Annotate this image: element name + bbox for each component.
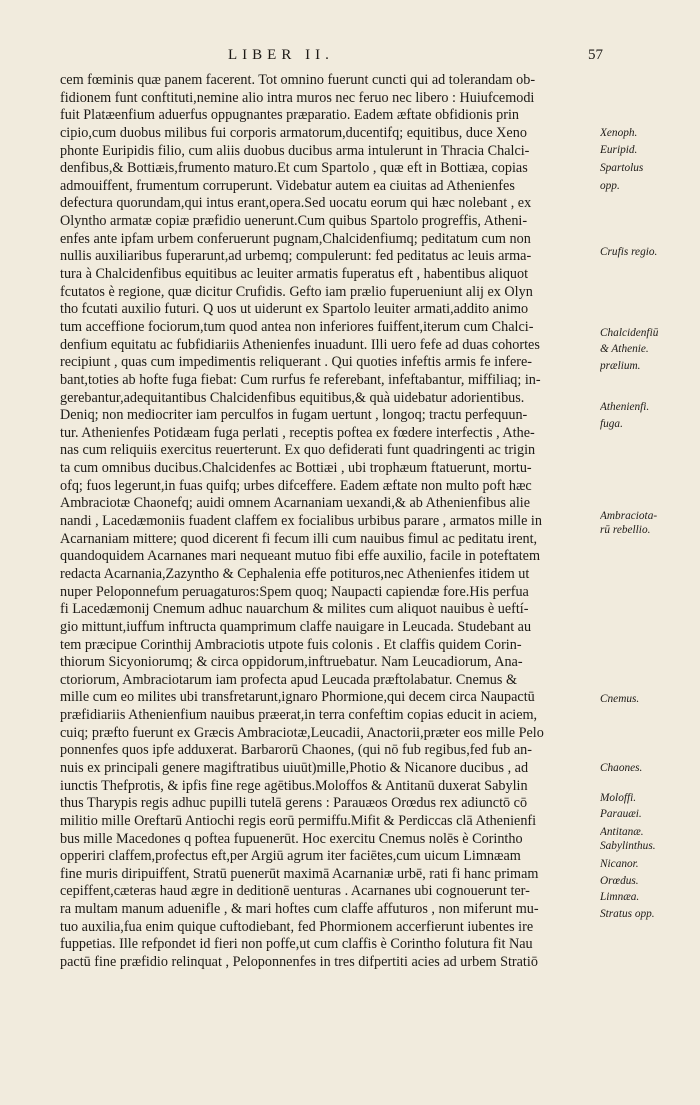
text-line: tum acceffione fociorum,tum quod antea non inferiores fuiffent,iterum cum Chalci- <box>60 318 534 335</box>
text-line: fidionem funt conftituti,nemine alio intra muros nec feruo nec libero : Huiufcemodi <box>60 89 535 106</box>
text-line: phonte Euripidis filio, cum aliis duobus ducibus arma intulerunt in Thracia Chalci- <box>60 142 530 159</box>
text-line: redacta Acarnania,Zazyntho & Cephalenia effe potituros,nec Athenienfes itidem ut <box>60 565 530 582</box>
text-line: tur. Athenienfes Potidæam fuga perlati , receptis poftea ex fœdere interfectis , Athe- <box>60 424 535 441</box>
text-line: ponnenfes quos ipfe adduxerat. Barbarorū Chaones, (qui nō fub regibus,fed fub an- <box>60 742 532 759</box>
margin-note: Ambraciota- <box>600 510 658 522</box>
main-text-block <box>60 72 598 972</box>
margin-note: Xenoph. <box>600 127 638 139</box>
text-line: bant,toties ab hofte fuga fiebat: Cum rurfus fe referebant, infeftabantur, miffiliaq; in- <box>60 371 541 388</box>
margin-note: Chalcidenfiū <box>600 327 659 339</box>
margin-note: Stratus opp. <box>600 908 655 920</box>
margin-note: Cnemus. <box>600 693 640 705</box>
margin-note: Orœdus. <box>600 875 639 887</box>
running-head: LIBER II. <box>228 47 334 63</box>
text-line: ctoriorum, Ambraciotarum iam profecta apud Leucada præftolabatur. Cnemus & <box>60 671 518 688</box>
text-line: iunctis Thefprotis, & ipfis fine rege agētibus.Moloffos & Antitanū duxerat Sabylin <box>60 777 528 794</box>
text-line: Deniq; non mediocriter iam perculfos in fugam uertunt , longoq; tractu perfequun- <box>60 407 528 424</box>
text-line: tho fcutati auxilio futuri. Q uos ut uiderunt ex Spartolo leuiter armati,addito animo <box>60 301 529 318</box>
text-line: nas cum reliquiis exercitus reuerterunt. Ex quo defiderati funt quadringenti ac trigin <box>60 442 536 459</box>
text-line: fuit Platæenfium aduerfus oppugnantes præparatio. Eadem æftate obfidionis prin <box>60 107 520 124</box>
text-line: fuppetias. Ille refpondet id fieri non poffe,ut cum claffis è Corintho folutura fit Nau <box>60 936 533 953</box>
margin-note: Chaones. <box>600 762 643 774</box>
margin-note: fuga. <box>600 418 623 430</box>
text-line: defectura quorundam,qui intus erant,opera.Sed uocatu eorum qui hæc nolebant , ex <box>60 195 532 212</box>
margin-note: & Athenie. <box>600 343 649 355</box>
text-line: Olyntho armatæ copiæ præfidio uenerunt.Cum quibus Spartolo progreffis, Atheni- <box>60 213 528 230</box>
text-line: quandoquidem Acarnanes mari nequeant mutuo fibi effe auxilio, facile in poteftatem <box>60 548 540 565</box>
margin-note: Sabylinthus. <box>600 840 656 852</box>
margin-note: Euripid. <box>600 144 638 156</box>
text-line: thiorum Sicyoniorumq; & circa oppidorum,inftruebatur. Nam Leucadiorum, Ana- <box>60 654 523 671</box>
text-line: tem præcipue Corinthij Ambraciotis utpote fuis colonis . Et claffis quidem Corin- <box>60 636 522 653</box>
margin-note: opp. <box>600 180 620 192</box>
page-number: 57 <box>588 47 603 63</box>
margin-note: Moloffi. <box>600 792 637 804</box>
text-line: denfium equitatu ac fubfidiariis Athenienfes inuadunt. Illi uero fefe ad duas cohortes <box>60 336 540 353</box>
text-line: Acarnaniam mittere; quod dicerent fi fecum illi cum nauibus fimul ac peditatu irent, <box>60 530 538 547</box>
text-line: gerebantur,adequitantibus Chalcidenfibus equitibus,& quà uidebatur adorientibus. <box>60 389 525 406</box>
margin-note: Athenienfi. <box>600 401 650 413</box>
margin-note: Crufis regio. <box>600 246 658 258</box>
text-line: enfes ante ipfam urbem conferuerunt pugnam,Chalcidenfiumq; peditatum cum non <box>60 230 531 247</box>
text-line: gio mittunt,iuffum inftructa quamprimum claffe nauigare in Leucada. Studebant au <box>60 618 532 635</box>
margin-note: Spartolus <box>600 162 644 174</box>
text-line: nuis ex principali genere magiftratibus uiuūt)mille,Photio & Nicanore ducibus , ad <box>60 759 529 776</box>
text-line: fi Lacedæmonij Cnemum adhuc nauarchum & milites cum aliquot nauibus è ueftí- <box>60 601 529 618</box>
text-line: pactū fine præfidio relinquat , Peloponnenfes in tres difpertiti acies ad urbem Stratiō <box>60 954 538 971</box>
text-line: cuiq; præfto fuerunt ex Græcis Ambraciotæ,Leucadii, Anactorii,præter eos mille Pelo <box>60 724 544 741</box>
text-line: cem fœminis quæ panem facerent. Tot omnino fuerunt cuncti qui ad tolerandam ob- <box>60 72 536 88</box>
text-line: tuo auxilia,fua enim quique cuftodiebant, fed Phormionem accerfierunt iubentes ire <box>60 918 534 935</box>
page-header <box>0 45 700 71</box>
margin-note: rū rebellio. <box>600 524 651 536</box>
margin-note: Limnæa. <box>600 891 640 903</box>
text-line: nuper Peloponnefum peruagaturos:Spem quoq; Naupacti capiendæ fore.His perfua <box>60 583 529 600</box>
text-line: denfibus,& Bottiæis,frumento maturo.Et cum Spartolo , quæ eft in Bottiæa, copias <box>60 160 528 177</box>
text-line: tura à Chalcidenfibus equitibus ac leuiter armatis fuperatus eft , habentibus aliquot <box>60 266 529 283</box>
text-line: nandi , Lacedæmoniis fuadent claffem ex focialibus urbibus parare , armatos mille in <box>60 513 542 530</box>
text-line: Ambraciotæ Chaonefq; auidi omnem Acarnaniam uexandi,& ab Athenienfibus alie <box>60 495 531 512</box>
text-line: cipio,cum duobus milibus fui corporis armatorum,ducentifq; equitibus, duce Xeno <box>60 124 527 141</box>
text-line: mille cum eo milites ubi transfretarunt,ignaro Phormione,qui decem circa Naupactū <box>60 689 535 706</box>
margin-note: prælium. <box>600 360 641 372</box>
text-line: præfidiariis Athenienfium nauibus præerat,in terra confeftim copias educit in aciem, <box>60 707 538 724</box>
text-line: fcutatos è regione, quæ dicitur Crufidis. Gefto iam prælio fuperueniunt alij ex Olyn <box>60 283 533 300</box>
text-line: ofq; fuos legerunt,in fuas quifq; urbes difceffere. Eadem æftate non multo poft hæc <box>60 477 532 494</box>
margin-note: Antitanæ. <box>600 826 644 838</box>
text-line: recipiunt , quas cum impedimentis reliquerant . Qui quoties infeftis armis fe infere- <box>60 354 532 371</box>
text-line: ra multam manum aduenifle , & mari hoftes cum claffe affuturos , non miferunt mu- <box>60 901 539 918</box>
text-line: admouiffent, frumentum corruperunt. Videbatur autem ea ciuitas ad Athenienfes <box>60 177 515 194</box>
text-line: nullis auxiliaribus fuperarunt,ad urbemq; compulerunt: fed peditatus ac leuis arma- <box>60 248 532 265</box>
margin-note: Nicanor. <box>600 858 639 870</box>
text-line: ta cum omnibus ducibus.Chalcidenfes ac Bottiæi , ubi trophæum ftatuerunt, mortu- <box>60 460 532 477</box>
text-line: bus mille Macedones q poftea fupuenerūt. Hoc exercitu Cnemus nolēs è Corintho <box>60 830 523 847</box>
text-line: cepiffent,cæteras haud ægre in deditionē uenturas . Acarnanes ubi cognouerunt ter- <box>60 883 530 900</box>
text-line: fine muris diripuiffent, Stratū puenerūt maximā Acarnaniæ urbē, rati fi hanc primam <box>60 865 539 882</box>
text-line: militio mille Oreftarū Antiochi regis eorū permiffu.Mifit & Perdiccas clā Athenienfi <box>60 812 537 829</box>
text-line: thus Tharypis regis adhuc pupilli tutelā gerens : Parauæos Orœdus rex adiunctō cō <box>60 795 528 812</box>
text-line: opperiri claffem,profectus eft,per Argiū agrum iter faciētes,cum uicum Limnæam <box>60 848 521 865</box>
margin-note: Parauæi. <box>600 808 642 820</box>
